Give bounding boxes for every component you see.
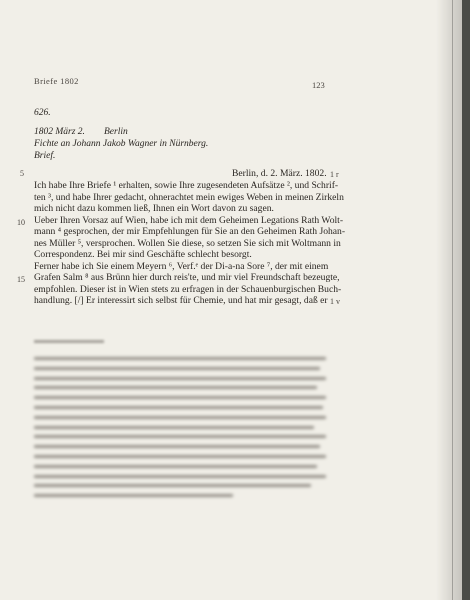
running-head: Briefe 1802 [34, 76, 79, 86]
body-line: handlung. [/] Er interessirt sich selbst für Chemie, und hat mir gesagt, daß er [34, 295, 328, 306]
page-number: 123 [312, 80, 325, 90]
folio-mark: 1 r [330, 170, 339, 179]
page-edge-line [452, 0, 453, 600]
dateline: Berlin, d. 2. März. 1802. [232, 168, 327, 179]
letter-number: 626. [34, 108, 51, 118]
heading-type: Brief. [34, 151, 56, 161]
body-line: Ueber Ihren Vorsaz auf Wien, habe ich mit dem Geheimen Legations Rath Wolt- [34, 214, 344, 226]
blurred-footnotes [34, 357, 326, 507]
body-line: ten ³, und habe Ihrer gedacht, ohnerachtet mein ewiges Weben in meinen Zirkeln [34, 191, 344, 203]
heading-place: Berlin [104, 127, 128, 137]
folio-mark: 1 v [330, 297, 340, 306]
blurred-apparatus-heading [34, 340, 104, 343]
body-line: Correspondenz. Bei mir sind Geschäfte schlecht besorgt. [34, 249, 252, 260]
body-line: mann ⁴ gesprochen, der mir Empfehlungen für Sie an den Geheimen Rath Johan- [34, 226, 346, 237]
body-line: Ferner habe ich Sie einem Meyern ⁶, Verf.ᵉ der Di-a-na Sore ⁷, der mit einem [34, 260, 329, 272]
page-edge-shadow [436, 0, 462, 600]
body-line: Ich habe Ihre Briefe ¹ erhalten, sowie Ihre zugesendeten Aufsätze ², und Schrif- [34, 180, 339, 191]
body-line: nes Müller ⁵, versprochen. Wollen Sie diese, so setzen Sie sich mit Woltmann in [34, 237, 341, 249]
line-number: 5 [20, 169, 24, 178]
body-line: Grafen Salm ⁸ aus Brünn hier durch reis'te, und mir viel Freundschaft bezeugte, [34, 272, 340, 283]
heading-addressee: Fichte an Johann Jakob Wagner in Nürnberg. [34, 139, 209, 149]
body-line: empfohlen. Dieser ist in Wien stets zu erfragen in der Schauenburgischen Buch- [34, 283, 342, 295]
line-number: 15 [17, 275, 25, 284]
heading-date: 1802 März 2. [34, 127, 85, 137]
line-number: 10 [17, 218, 25, 227]
body-line: mich nicht dazu kommen ließ, Ihnen ein Wort davon zu sagen. [34, 203, 274, 214]
